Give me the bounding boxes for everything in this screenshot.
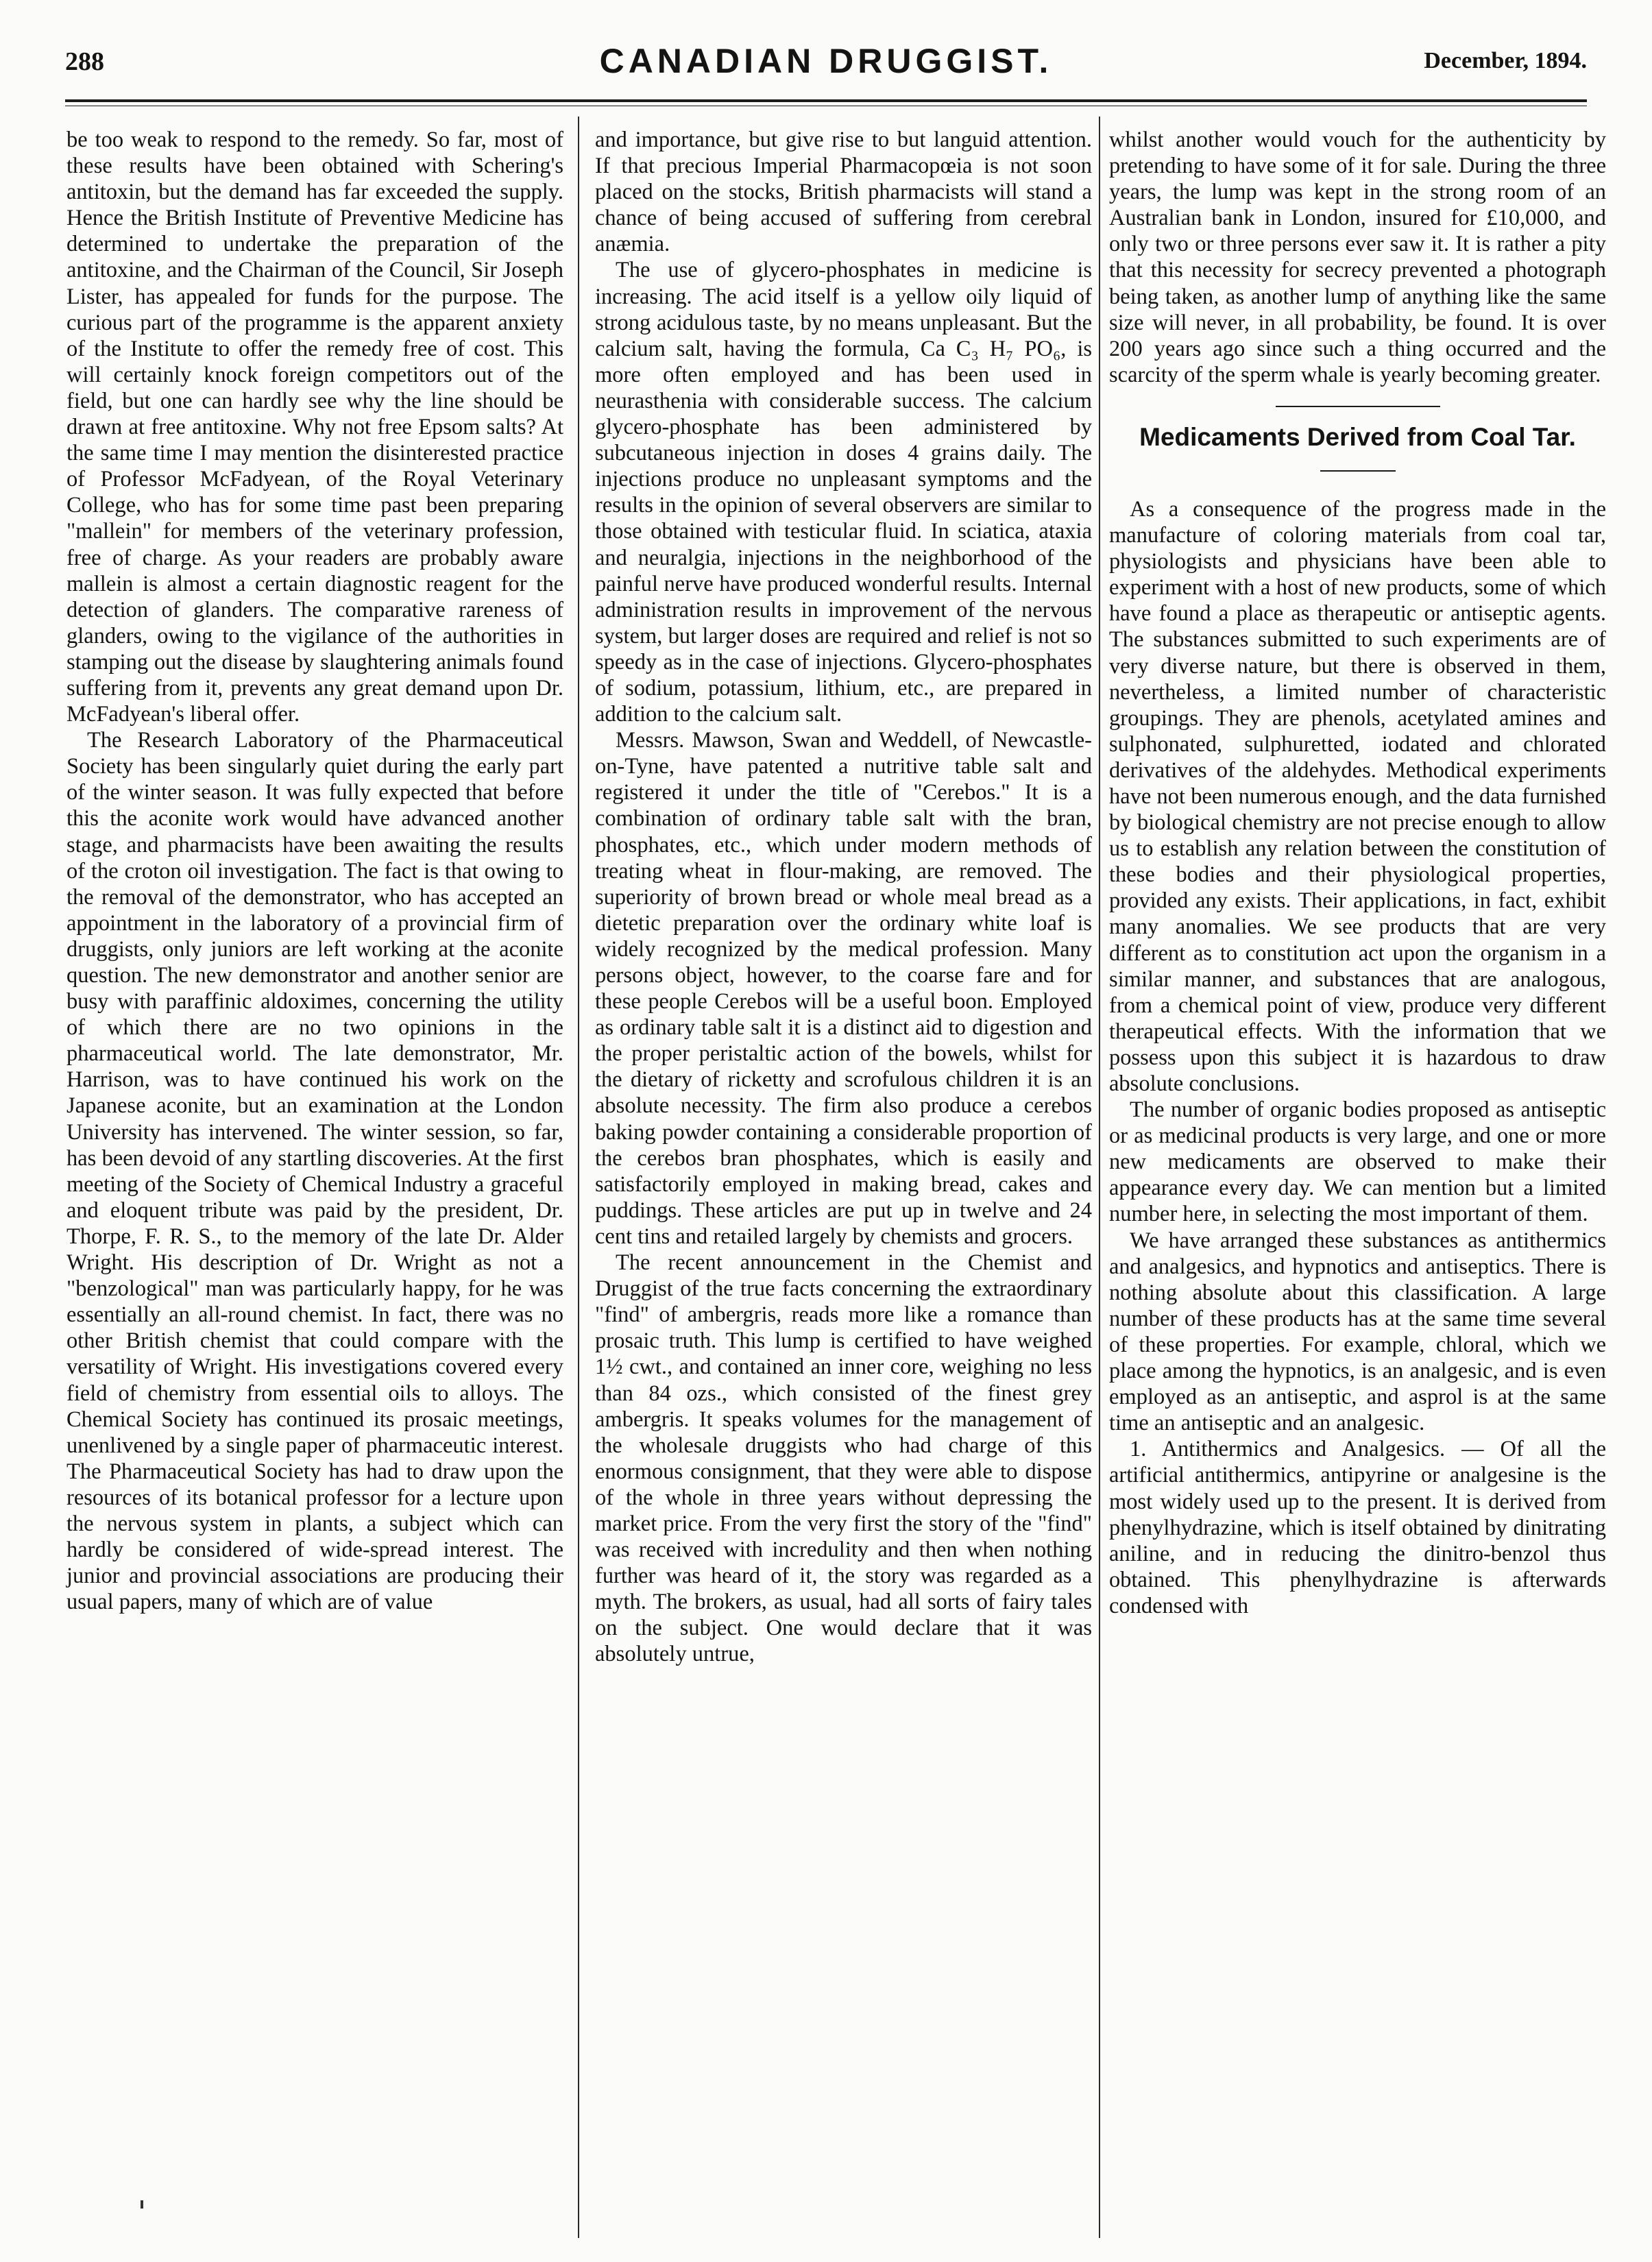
column-3: [1109, 127, 1606, 1619]
paragraph: As a consequence of the progress made in the manufacture of coloring materials from coal tar, physiologists and physicians have been able to experiment with a host of new products, some of which have found a place as therapeutic or antiseptic agents. The substances submitted to such experiments are of very diverse nature, but there is observed in them, nevertheless, a limited number of characteristic groupings. They are phenols, acetylated amines and sulphonated, sulphuretted, iodated and chlorated derivatives of the aldehydes. Methodical experiments have not been numerous enough, and the data furnished by biological chemistry are not precise enough to allow us to establish any relation between the constitution of these bodies and their physiological properties, provided any exists. Their applications, in fact, exhibit many anomalies. We see products that are very different as to constitution act upon the organism in a similar manner, and substances that are analogous, from a chemical point of view, produce very different therapeutical effects. With the information that we possess upon this subject it is hazardous to draw absolute conclusions.: [1109, 496, 1606, 1096]
column-2: [595, 127, 1092, 1668]
page-number: 288: [65, 47, 104, 76]
issue-date: December, 1894.: [1424, 48, 1587, 73]
page-header: [65, 41, 1587, 96]
paragraph: and importance, but give rise to but languid attention. If that precious Imperial Pharmacopœia is not soon placed on the stocks, British pharmacists will stand a chance of being accused of suffering from cerebral anæmia.: [595, 127, 1092, 257]
section-divider: [1276, 406, 1440, 407]
section-divider: [1320, 470, 1396, 472]
header-rule: [65, 99, 1587, 106]
paragraph: The use of glycero-phosphates in medicine is increasing. The acid itself is a yellow oily liquid of strong acidulous taste, by no means unpleasant. But the calcium salt, having the formula, Ca C₃ H₇ PO₆, is more often employed and has been used in neurasthenia with considerable success. The calcium glycero-phosphate has been administered by subcutaneous injection in doses 4 grains daily. The injections produce no unpleasant symptoms and the results in the opinion of several observers are similar to those obtained with testicular fluid. In sciatica, ataxia and neuralgia, injections in the neighborhood of the painful nerve have produced wonderful results. Internal administration results in improvement of the nervous system, but larger doses are required and relief is not so speedy as in the case of injections. Glycero-phosphates of sodium, potassium, lithium, etc., are prepared in addition to the calcium salt.: [595, 258, 1092, 727]
paragraph: The number of organic bodies proposed as antiseptic or as medicinal products is very large, and one or more new medicaments are observed to make their appearance every day. We can mention but a limited number here, in selecting the most important of them.: [1109, 1097, 1606, 1227]
print-mark: [141, 2200, 143, 2209]
paragraph: whilst another would vouch for the authenticity by pretending to have some of it for sale. During the three years, the lump was kept in the strong room of an Australian bank in London, insured for £10,000, and only two or three persons ever saw it. It is rather a pity that this necessity for secrecy prevented a photograph being taken, as another lump of anything like the same size will never, in all probability, be found. It is over 200 years ago since such a thing occurred and the scarcity of the sperm whale is yearly becoming greater.: [1109, 127, 1606, 387]
paragraph: Messrs. Mawson, Swan and Weddell, of Newcastle-on-Tyne, have patented a nutritive table salt and registered it under the title of "Cerebos." It is a combination of ordinary table salt with the bran, phosphates, etc., which under modern methods of treating wheat in flour-making, are removed. The superiority of brown bread or whole meal bread as a dietetic preparation over the ordinary white loaf is widely recognized by the medical profession. Many persons object, however, to the coarse fare and for these people Cerebos will be a useful boon. Employed as ordinary table salt it is a distinct aid to digestion and the proper peristaltic action of the bowels, whilst for the dietary of ricketty and scrofulous children it is an absolute necessity. The firm also produce a cerebos baking powder containing a considerable proportion of the cerebos bran phosphates, which is easily and satisfactorily employed in making bread, cakes and puddings. These articles are put up in twelve and 24 cent tins and retailed largely by chemists and grocers.: [595, 728, 1092, 1249]
paragraph: The recent announcement in the Chemist and Druggist of the true facts concerning the extraordinary "find" of ambergris, reads more like a romance than prosaic truth. This lump is certified to have weighed 1½ cwt., and contained an inner core, weighing no less than 84 ozs., which consisted of the finest grey ambergris. It speaks volumes for the management of the wholesale druggists who had charge of this enormous consignment, that they were able to dispose of the whole in three years without depressing the market price. From the very first the story of the "find" was received with incredulity and then when nothing further was heard of it, the story was regarded as a myth. The brokers, as usual, had all sorts of fairy tales on the subject. One would declare that it was absolutely untrue,: [595, 1250, 1092, 1667]
column-1: [66, 127, 563, 1615]
section-title: Medicaments Derived from Coal Tar.: [1139, 422, 1576, 451]
paragraph: We have arranged these substances as antithermics and analgesics, and hypnotics and antiseptics. There is nothing absolute about this classification. A large number of these products has at the same time several of these properties. For example, chloral, which we place among the hypnotics, is an analgesic, and is even employed as an antiseptic, and asprol is at the same time an antiseptic and an analgesic.: [1109, 1228, 1606, 1436]
journal-title: CANADIAN DRUGGIST.: [599, 42, 1053, 80]
column-divider: [578, 117, 579, 2238]
paragraph: 1. Antithermics and Analgesics. — Of all the artificial antithermics, antipyrine or analgesine is the most widely used up to the present. It is derived from phenylhydrazine, which is itself obtained by dinitrating aniline, and in reducing the dinitro-benzol thus obtained. This phenylhydrazine is afterwards condensed with: [1109, 1437, 1606, 1618]
paragraph: be too weak to respond to the remedy. So far, most of these results have been obtained with Schering's antitoxin, but the demand has far exceeded the supply. Hence the British Institute of Preventive Medicine has determined to undertake the preparation of the antitoxine, and the Chairman of the Council, Sir Joseph Lister, has appealed for funds for the purpose. The curious part of the programme is the apparent anxiety of the Institute to offer the remedy free of cost. This will certainly knock foreign competitors out of the field, but one can hardly see why the line should be drawn at free antitoxine. Why not free Epsom salts? At the same time I may mention the disinterested practice of Professor McFadyean, of the Royal Veterinary College, who has for some time past been preparing "mallein" for members of the veterinary profession, free of charge. As your readers are probably aware mallein is almost a certain diagnostic reagent for the detection of glanders. The comparative rareness of glanders, owing to the vigilance of the authorities in stamping out the disease by slaughtering animals found suffering from it, prevents any great demand upon Dr. McFadyean's liberal offer.: [66, 127, 563, 727]
paragraph: The Research Laboratory of the Pharmaceutical Society has been singularly quiet during the early part of the winter season. It was fully expected that before this the aconite work would have advanced another stage, and pharmacists have been awaiting the results of the croton oil investigation. The fact is that owing to the removal of the demonstrator, who has accepted an appointment in the laboratory of a provincial firm of druggists, only juniors are left working at the aconite question. The new demonstrator and another senior are busy with paraffinic aldoximes, concerning the utility of which there are no two opinions in the pharmaceutical world. The late demonstrator, Mr. Harrison, was to have continued his work on the Japanese aconite, but an examination at the London University has intervened. The winter session, so far, has been devoid of any startling discoveries. At the first meeting of the Society of Chemical Industry a graceful and eloquent tribute was paid by the president, Dr. Thorpe, F. R. S., to the memory of the late Dr. Alder Wright. His description of Dr. Wright as not a "benzological" man was particularly happy, for he was essentially an all-round chemist. In fact, there was no other British chemist that could compare with the versatility of Wright. His investigations covered every field of chemistry from essential oils to alloys. The Chemical Society has continued its prosaic meetings, unenlivened by a single paper of pharmaceutic interest. The Pharmaceutical Society has had to draw upon the resources of its botanical professor for a lecture upon the nervous system in plants, a subject which can hardly be considered of wide-spread interest. The junior and provincial associations are producing their usual papers, many of which are of value: [66, 728, 563, 1615]
column-divider: [1099, 117, 1100, 2238]
